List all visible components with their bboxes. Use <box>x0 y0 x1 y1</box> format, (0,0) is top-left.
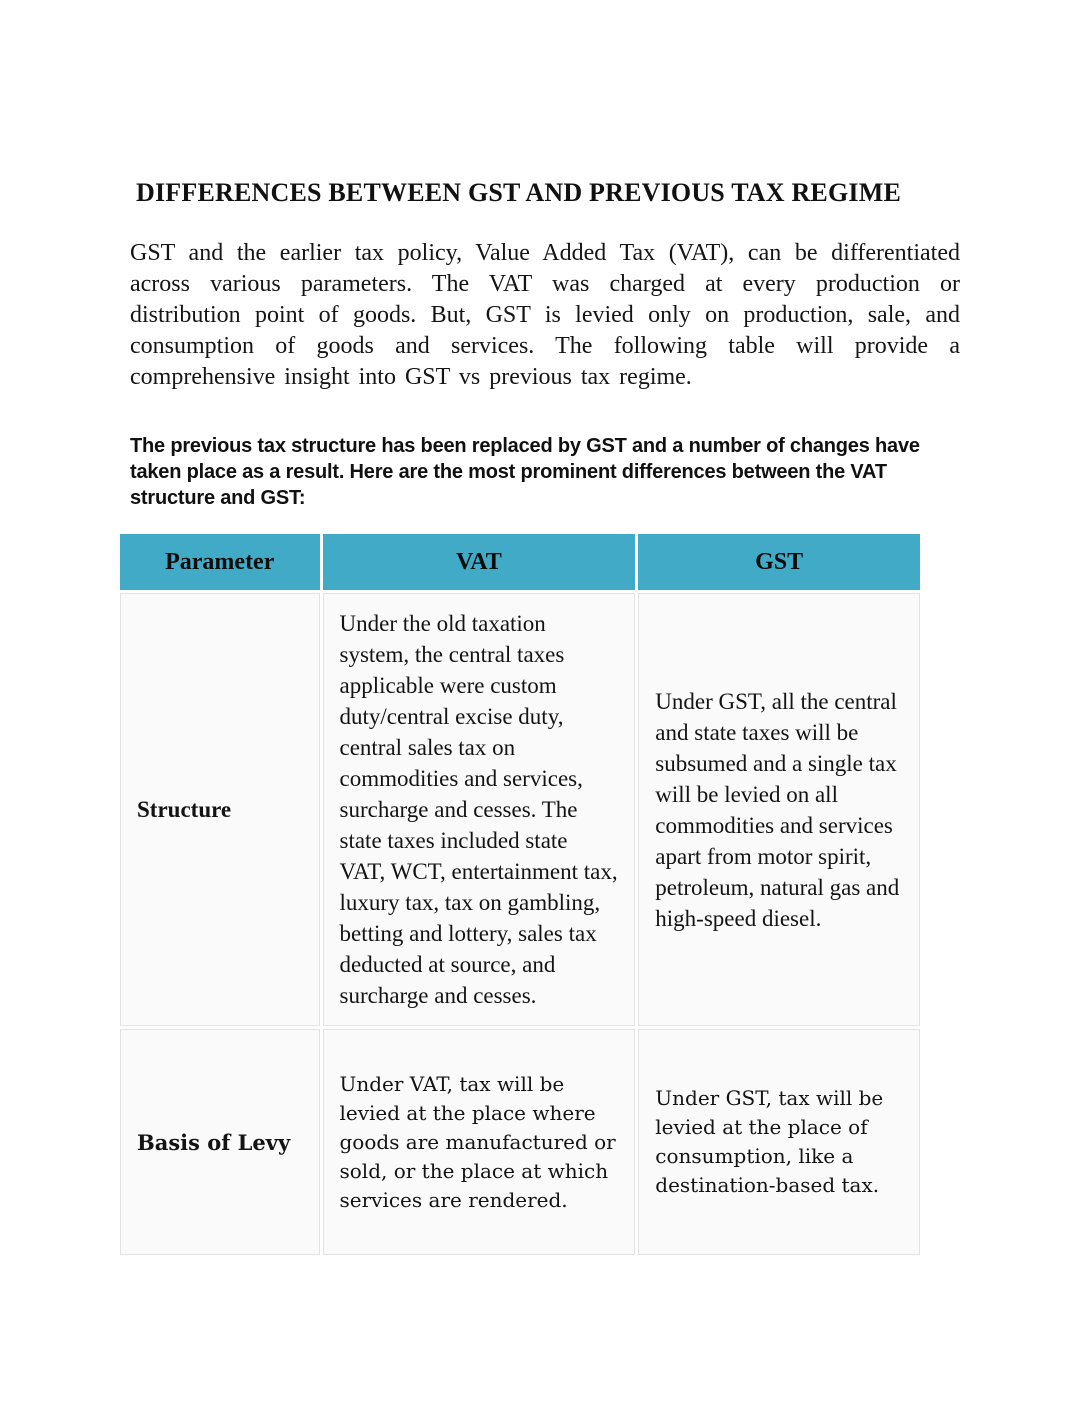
cell-structure-gst: Under GST, all the central and state taxes will be subsumed and a single tax will be levied on all commodities and services apart from motor spirit, petroleum, natural gas and high-speed diesel. <box>638 593 920 1026</box>
cell-structure-vat: Under the old taxation system, the central taxes applicable were custom duty/central excise duty, central sales tax on commodities and services, surcharge and cesses. The state taxes included state VAT, WCT, entertainment tax, luxury tax, tax on gambling, betting and lottery, sales tax deducted at source, and surcharge and cesses. <box>323 593 636 1026</box>
table-row-structure <box>120 593 920 1026</box>
page-title: DIFFERENCES BETWEEN GST AND PREVIOUS TAX REGIME <box>136 178 901 207</box>
lead-paragraph: The previous tax structure has been replaced by GST and a number of changes have taken place as a result. Here are the most prominent differences between the VAT structure and GST: <box>130 435 920 509</box>
table-row-basis-of-levy <box>120 1029 920 1255</box>
table-header-row <box>120 534 920 590</box>
cell-basis-of-levy-gst: Under GST, tax will be levied at the place of consumption, like a destination-based tax. <box>638 1029 920 1255</box>
table-header-vat: VAT <box>323 534 636 590</box>
cell-basis-of-levy-vat: Under VAT, tax will be levied at the place where goods are manufactured or sold, or the place at which services are rendered. <box>323 1029 636 1255</box>
intro-paragraph: GST and the earlier tax policy, Value Added Tax (VAT), can be differentiated across various parameters. The VAT was charged at every production or distribution point of goods. But, GST is levied only on production, sale, and consumption of goods and services. The following table will provide a comprehensive insight into GST vs previous tax regime. <box>130 240 960 390</box>
cell-basis-of-levy-label: Basis of Levy <box>120 1029 320 1255</box>
comparison-table <box>117 531 923 1258</box>
cell-structure-label: Structure <box>120 593 320 1026</box>
table-header-gst: GST <box>638 534 920 590</box>
table-header-parameter: Parameter <box>120 534 320 590</box>
